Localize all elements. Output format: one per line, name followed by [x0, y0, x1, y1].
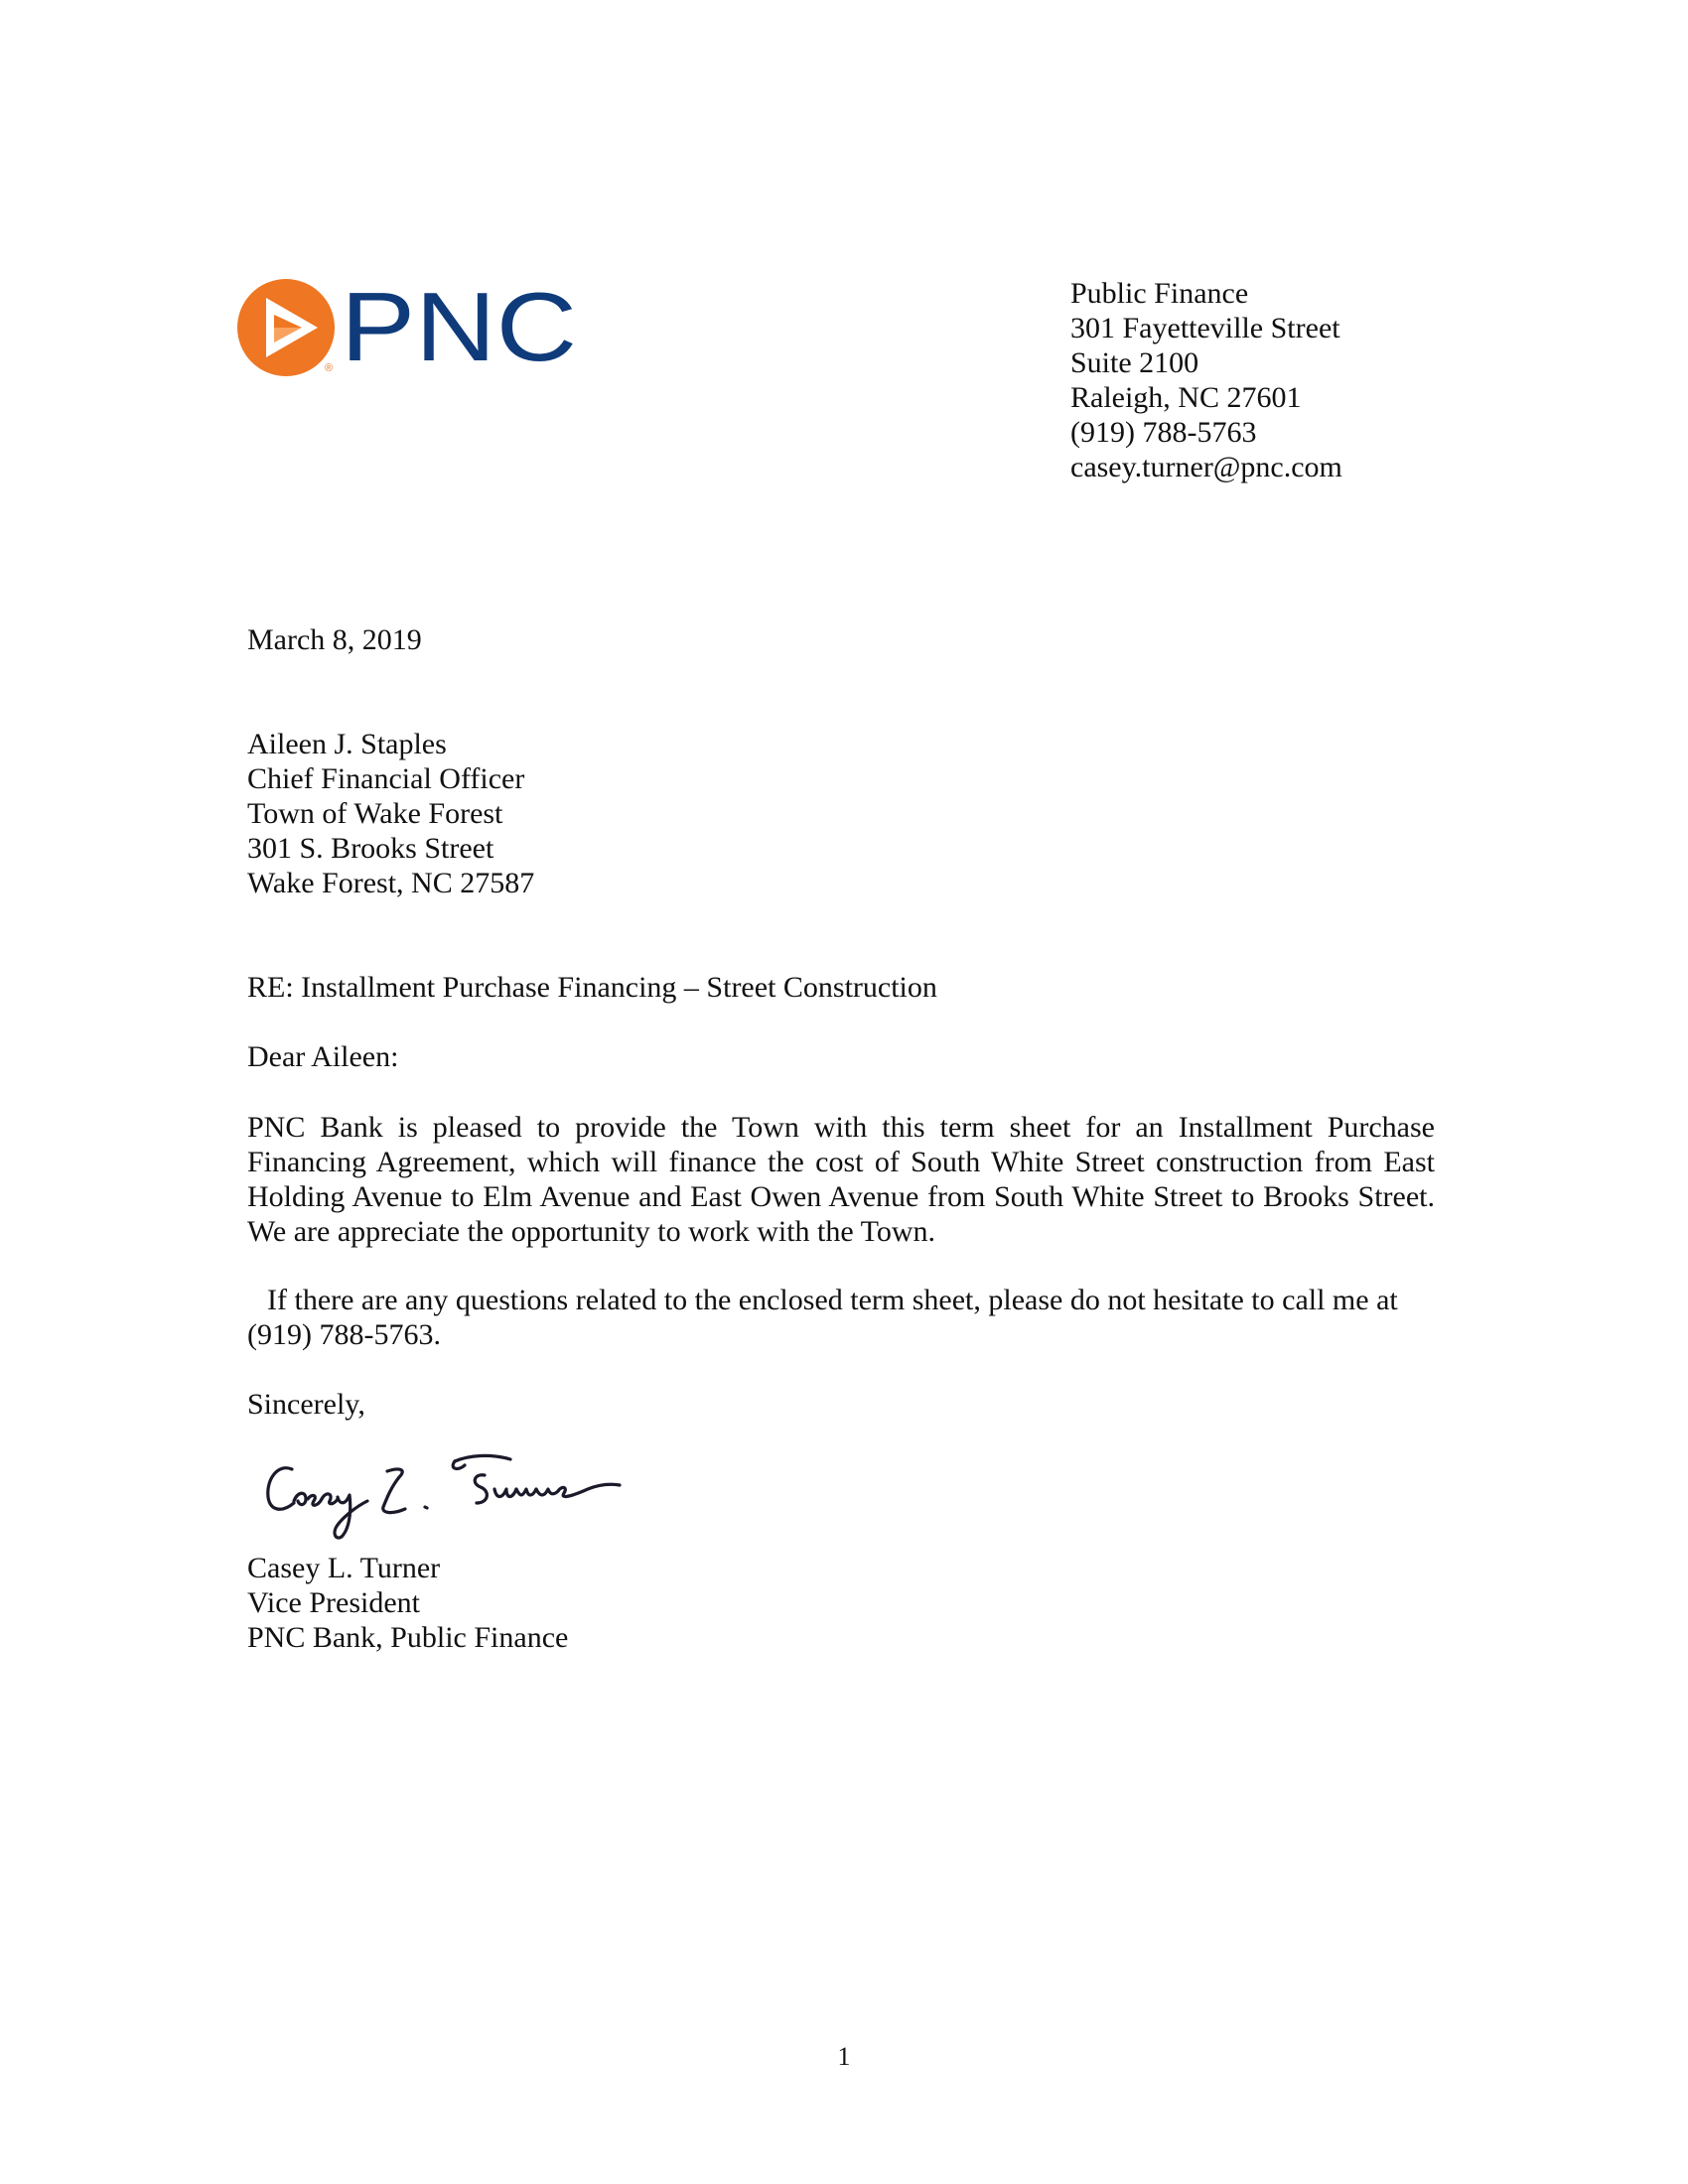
signer-block — [247, 1551, 568, 1655]
signer-title: Vice President — [247, 1586, 420, 1619]
svg-text:®: ® — [325, 362, 334, 374]
signer-name: Casey L. Turner — [247, 1552, 441, 1584]
recipient-organization: Town of Wake Forest — [247, 797, 503, 830]
recipient-street: 301 S. Brooks Street — [247, 832, 494, 865]
letter-date: March 8, 2019 — [247, 623, 422, 656]
subject-line: RE: Installment Purchase Financing – Street Construction — [247, 971, 937, 1004]
sender-city: Raleigh, NC 27601 — [1070, 381, 1302, 414]
handwritten-signature — [260, 1441, 628, 1551]
signer-organization: PNC Bank, Public Finance — [247, 1621, 569, 1654]
pnc-logo-graphic — [236, 273, 579, 382]
sender-phone: (919) 788-5763 — [1070, 416, 1257, 449]
recipient-city: Wake Forest, NC 27587 — [247, 867, 535, 899]
recipient-name: Aileen J. Staples — [247, 728, 447, 760]
sender-suite: Suite 2100 — [1070, 346, 1199, 379]
sender-street: 301 Fayetteville Street — [1070, 312, 1340, 344]
body-paragraph-1: PNC Bank is pleased to provide the Town with this term sheet for an Installment Purchase Financing Agreement, which will finance the cost of South White Street construction from East Holding Avenue to Elm Avenue and East Owen Avenue from South White Street to Brooks Street. We are appreciate the opportunity to work with the Town. — [247, 1111, 1435, 1248]
sender-address — [1070, 276, 1626, 484]
salutation: Dear Aileen: — [247, 1040, 399, 1073]
pnc-logo — [236, 273, 579, 382]
signature-graphic — [260, 1441, 628, 1551]
page-number: 1 — [837, 2042, 851, 2071]
recipient-address — [247, 727, 534, 900]
sender-email: casey.turner@pnc.com — [1070, 451, 1342, 483]
recipient-title: Chief Financial Officer — [247, 762, 525, 795]
logo-wordmark: PNC — [341, 273, 577, 381]
body-paragraph-2: If there are any questions related to the enclosed term sheet, please do not hesitate to call me at (919) 788-5763. — [247, 1284, 1398, 1351]
closing: Sincerely, — [247, 1388, 365, 1421]
sender-department: Public Finance — [1070, 277, 1249, 310]
